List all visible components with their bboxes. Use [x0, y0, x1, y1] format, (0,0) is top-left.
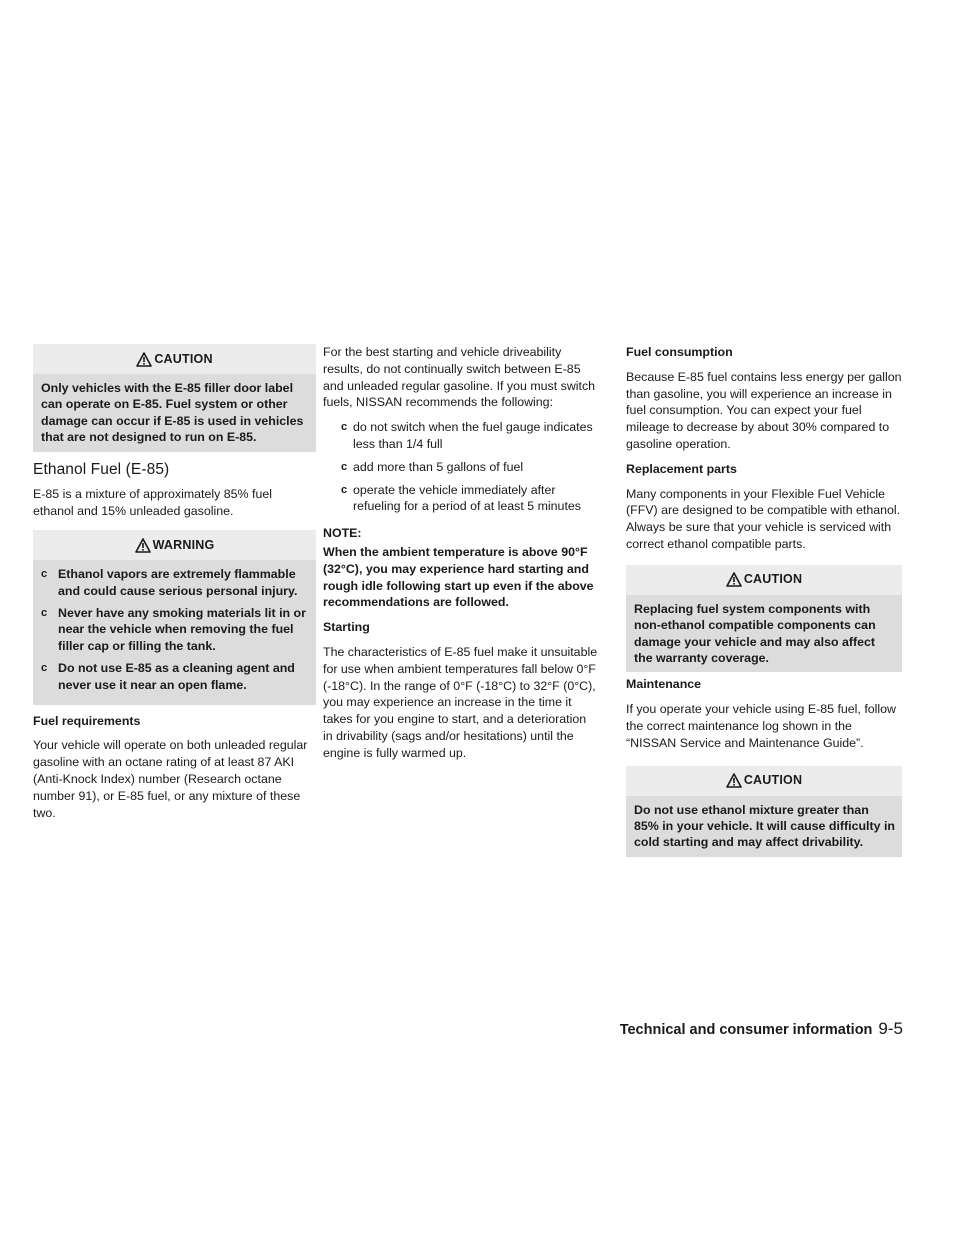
caution-box: [626, 565, 902, 673]
note-label: NOTE:: [323, 526, 362, 541]
column-2: [323, 344, 599, 770]
note-text: When the ambient temperature is above 90°F (32°C), you may experience hard starting and rough idle following start up even if the above recommendations are followed.: [323, 544, 594, 610]
bullet-marker: c: [41, 606, 48, 619]
list-item: [323, 482, 599, 516]
caution-text: Only vehicles with the E-85 filler door label can operate on E-85. Fuel system or other damage can occur if E-85 is used in vehicles that are not designed to run on E-85.: [41, 381, 304, 445]
switching-item-text: do not switch when the fuel gauge indicates less than 1/4 full: [353, 420, 593, 451]
warning-header: [33, 530, 316, 560]
bullet-marker: c: [341, 421, 348, 434]
warning-item-text: Do not use E-85 as a cleaning agent and never use it near an open flame.: [58, 661, 295, 692]
bullet-marker: c: [41, 568, 48, 581]
warning-item-text: Ethanol vapors are extremely flammable and could cause serious personal injury.: [58, 567, 298, 598]
bullet-marker: c: [41, 662, 48, 674]
warning-item-text: Never have any smoking materials lit in or near the vehicle when removing the fuel filler cap or filling the tank.: [58, 605, 306, 654]
footer-section-title: Technical and consumer information: [619, 1022, 873, 1038]
bullet-marker: c: [341, 460, 348, 473]
column-1: [33, 344, 316, 829]
list-item: [41, 566, 309, 600]
caution-title: CAUTION: [743, 773, 803, 788]
replacement-parts-heading: Replacement parts: [626, 461, 737, 476]
caution-text: Replacing fuel system components with non-ethanol compatible components can damage your vehicle and may also affect the warranty coverage.: [634, 601, 876, 665]
warning-triangle-icon: [136, 352, 152, 367]
caution-box: [33, 344, 316, 452]
section-title: Ethanol Fuel (E-85): [33, 460, 170, 478]
page-footer: [620, 1019, 903, 1039]
maintenance-text: If you operate your vehicle using E-85 fuel, follow the correct maintenance log shown in the “NISSAN Service and Maintenance Guide”.: [626, 702, 896, 750]
warning-title: WARNING: [152, 537, 215, 552]
fuel-requirements-heading: Fuel requirements: [33, 713, 141, 728]
starting-text: The characteristics of E-85 fuel make it unsuitable for use when ambient temperatures fall below 0°F (-18°C). In the range of 0°F (-18°C) to 32°F (0°C), you may experience an increase in the time it takes for you engine to start, and a deterioration in drivability (sags and/or hesitations) until the engine is fully warmed up.: [323, 644, 598, 760]
switching-item-text: operate the vehicle immediately after refueling for a period of at least 5 minutes: [353, 482, 581, 514]
caution-box: [626, 766, 902, 857]
caution-title: CAUTION: [154, 351, 213, 366]
bullet-marker: c: [341, 483, 348, 496]
warning-triangle-icon: [726, 773, 742, 788]
fuel-consumption-heading: Fuel consumption: [626, 345, 733, 359]
list-item: [41, 605, 309, 655]
starting-heading: Starting: [323, 620, 370, 635]
switching-item-text: add more than 5 gallons of fuel: [353, 459, 524, 474]
caution-header: [33, 344, 316, 374]
fuel-consumption-text: Because E-85 fuel contains less energy per gallon than gasoline, you will experience an increase in fuel consumption. You can expect your fuel mileage to decrease by about 30% compared to gasoline operation.: [626, 369, 902, 451]
switching-intro: For the best starting and vehicle driveability results, do not continually switch between E-85 and unleaded regular gasoline. If you must switch fuels, NISSAN recommends the following:: [323, 345, 596, 410]
warning-triangle-icon: [726, 572, 742, 587]
maintenance-heading: Maintenance: [626, 677, 702, 692]
page-number: 9-5: [878, 1019, 903, 1038]
warning-list: [41, 566, 309, 694]
column-3: [626, 344, 902, 857]
ethanol-intro: E-85 is a mixture of approximately 85% fuel ethanol and 15% unleaded gasoline.: [33, 487, 272, 519]
caution-header: [626, 766, 902, 796]
warning-box: [33, 530, 316, 705]
caution-text: Do not use ethanol mixture greater than 85% in your vehicle. It will cause difficulty in cold starting and may affect drivability.: [634, 802, 895, 850]
warning-triangle-icon: [135, 538, 151, 553]
list-item: [323, 419, 599, 453]
replacement-parts-text: Many components in your Flexible Fuel Vehicle (FFV) are designed to be compatible with ethanol. Always be sure that your vehicle is serviced with correct ethanol compatible parts.: [626, 486, 901, 551]
list-item: [41, 660, 309, 694]
caution-header: [626, 565, 902, 595]
switching-list: [323, 419, 599, 515]
list-item: [323, 459, 599, 476]
fuel-requirements-text: Your vehicle will operate on both unleaded regular gasoline with an octane rating of at least 87 AKI (Anti-Knock Index) number (Research octane number 91), or E-85 fuel, or any mixture of these two.: [33, 738, 308, 820]
caution-title: CAUTION: [743, 572, 803, 587]
